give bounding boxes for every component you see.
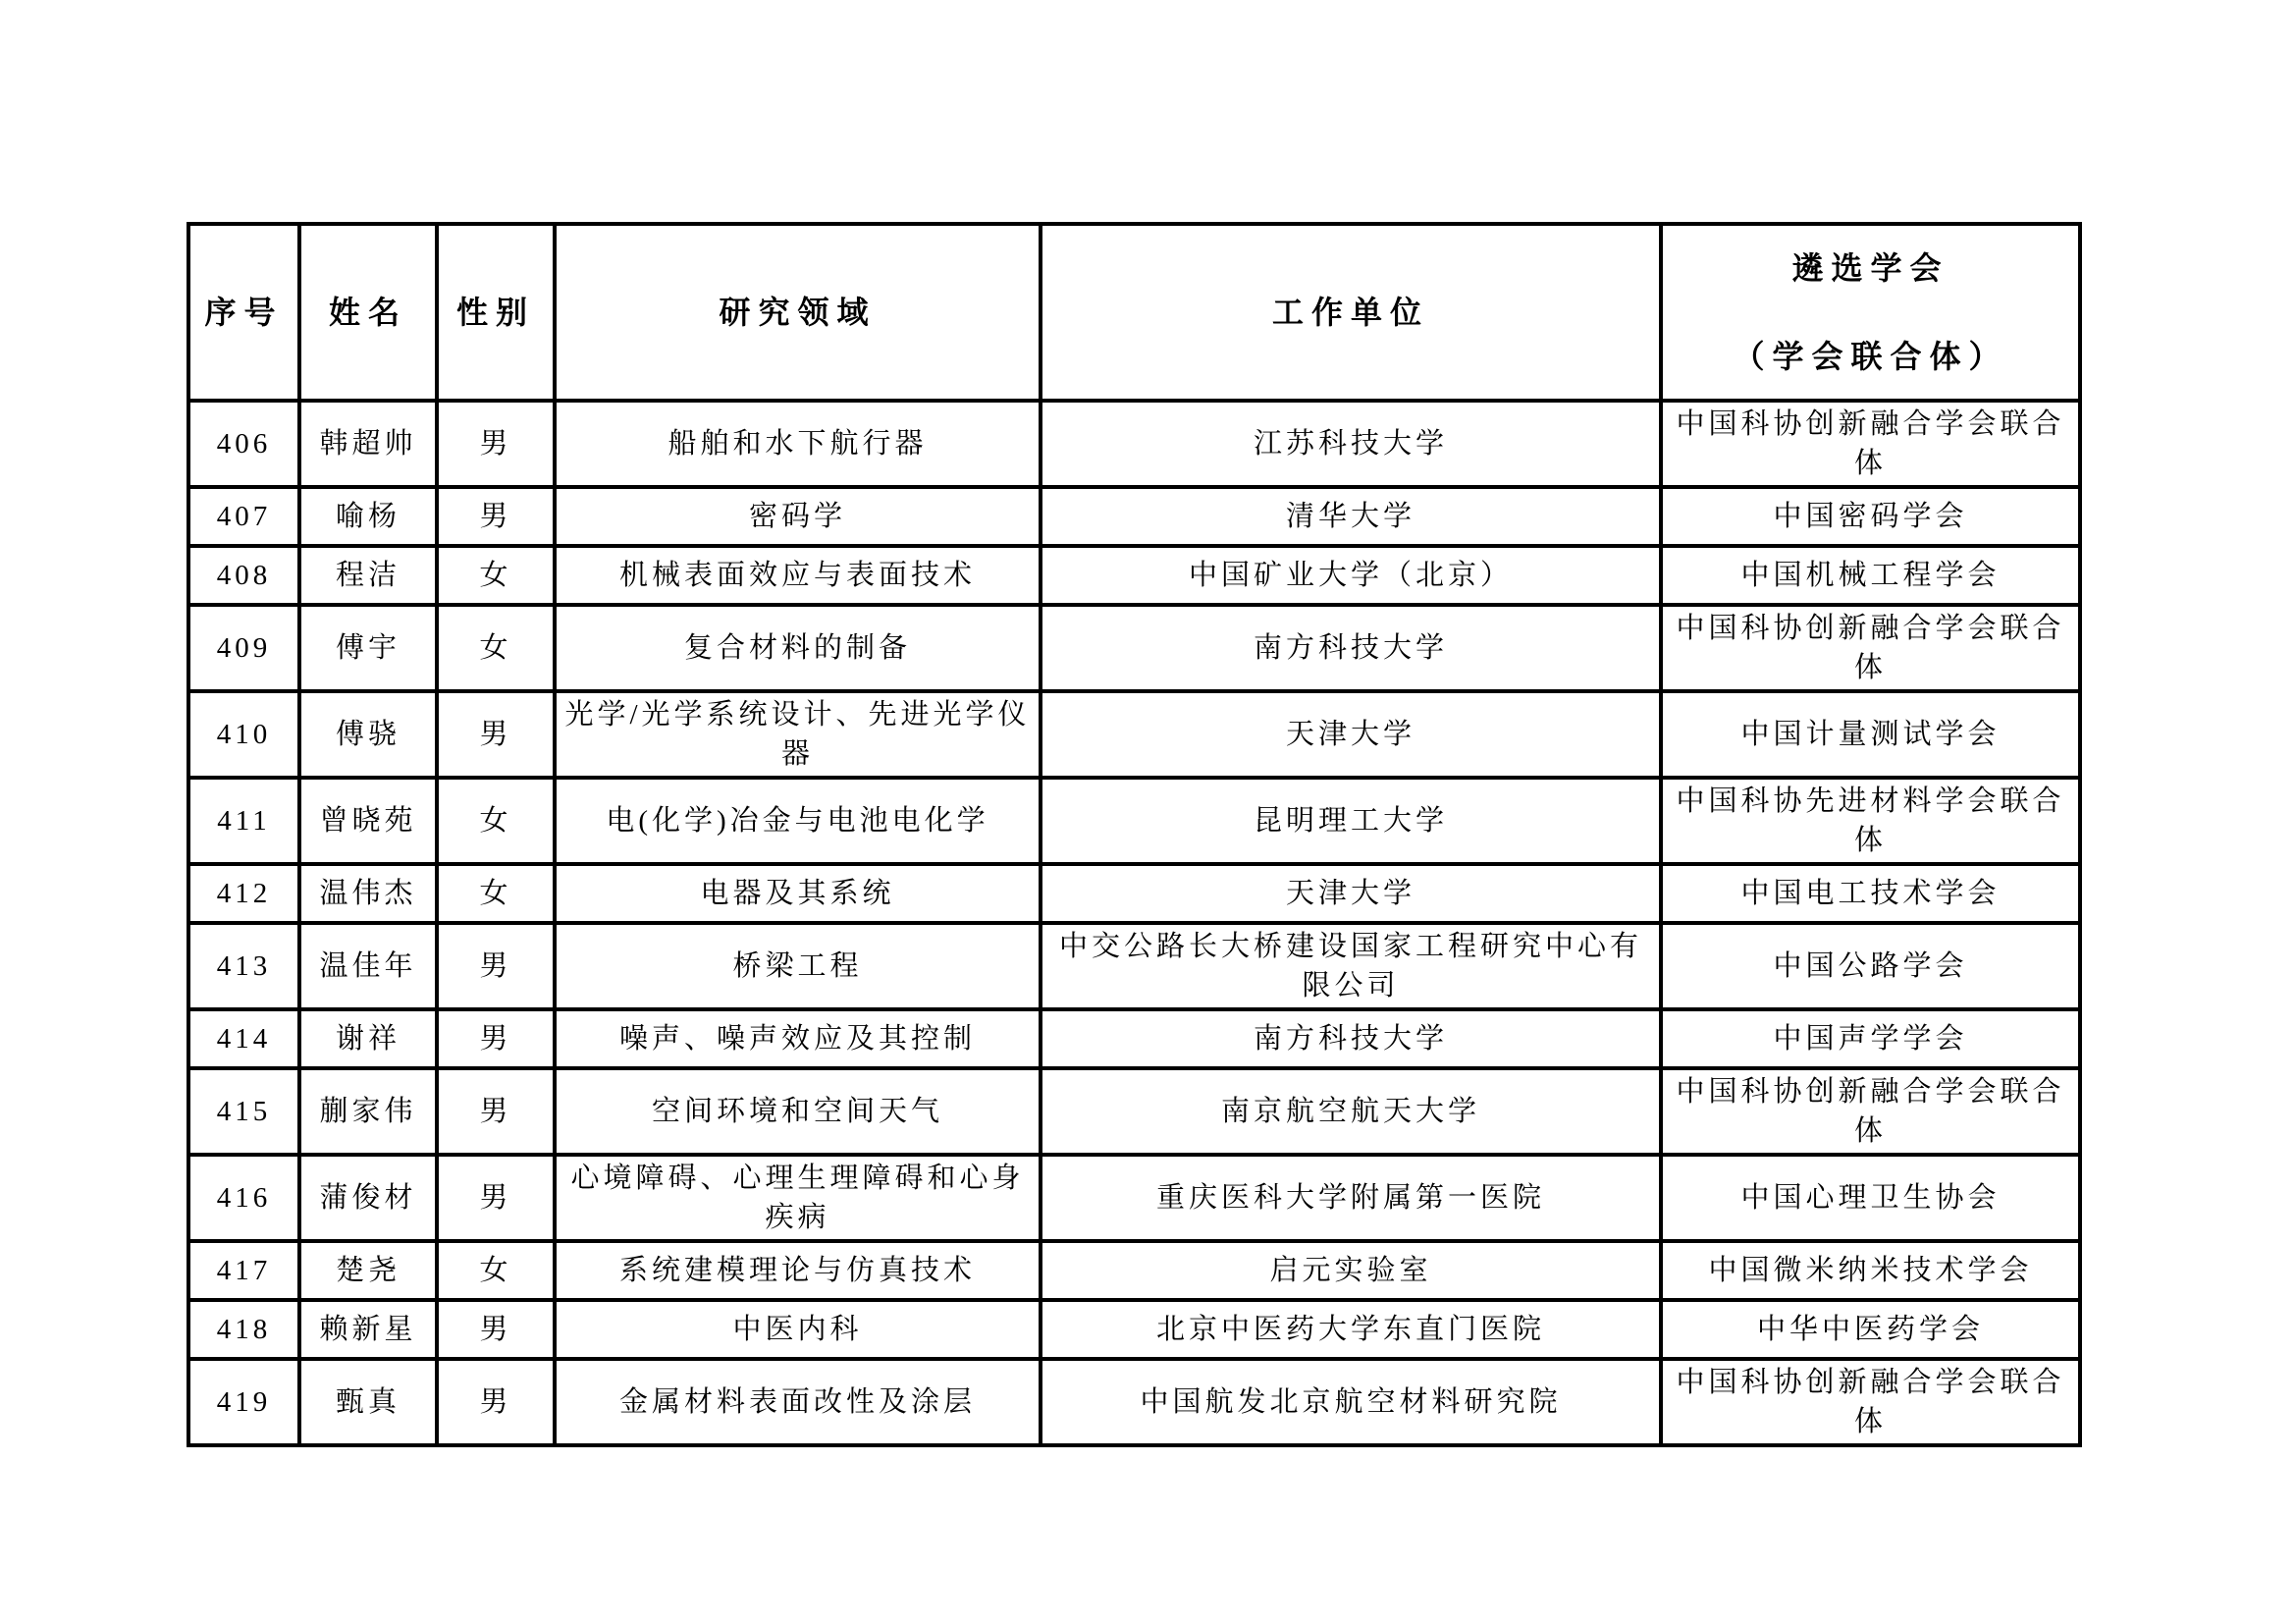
cell-no: 414 — [188, 1009, 299, 1068]
column-header-no: 序号 — [188, 224, 299, 401]
cell-no: 408 — [188, 546, 299, 605]
cell-gender: 男 — [437, 401, 555, 487]
cell-society: 中国科协先进材料学会联合体 — [1661, 778, 2080, 864]
cell-employer: 北京中医药大学东直门医院 — [1041, 1300, 1661, 1359]
candidates-table — [187, 222, 2082, 1447]
cell-name: 赖新星 — [299, 1300, 437, 1359]
cell-field: 金属材料表面改性及涂层 — [555, 1359, 1041, 1445]
cell-name: 蒲俊材 — [299, 1155, 437, 1241]
column-header-name: 姓名 — [299, 224, 437, 401]
cell-field: 心境障碍、心理生理障碍和心身疾病 — [555, 1155, 1041, 1241]
cell-gender: 男 — [437, 487, 555, 546]
table-row — [188, 1068, 2080, 1155]
table-row — [188, 546, 2080, 605]
cell-no: 406 — [188, 401, 299, 487]
cell-name: 傅骁 — [299, 691, 437, 778]
cell-employer: 启元实验室 — [1041, 1241, 1661, 1300]
cell-name: 喻杨 — [299, 487, 437, 546]
cell-name: 谢祥 — [299, 1009, 437, 1068]
cell-no: 407 — [188, 487, 299, 546]
table-row — [188, 1359, 2080, 1445]
cell-gender: 女 — [437, 778, 555, 864]
cell-gender: 男 — [437, 1068, 555, 1155]
cell-name: 温佳年 — [299, 923, 437, 1009]
cell-gender: 女 — [437, 546, 555, 605]
cell-name: 傅宇 — [299, 605, 437, 691]
cell-no: 411 — [188, 778, 299, 864]
cell-no: 418 — [188, 1300, 299, 1359]
cell-gender: 男 — [437, 1300, 555, 1359]
cell-society: 中国心理卫生协会 — [1661, 1155, 2080, 1241]
table-row — [188, 778, 2080, 864]
cell-employer: 天津大学 — [1041, 864, 1661, 923]
cell-no: 419 — [188, 1359, 299, 1445]
cell-name: 程洁 — [299, 546, 437, 605]
column-header-society-line2: （学会联合体） — [1733, 339, 2008, 374]
cell-gender: 男 — [437, 1155, 555, 1241]
roster-table-container — [187, 222, 2078, 1447]
cell-no: 416 — [188, 1155, 299, 1241]
cell-no: 417 — [188, 1241, 299, 1300]
cell-gender: 女 — [437, 1241, 555, 1300]
table-row — [188, 605, 2080, 691]
cell-society: 中国公路学会 — [1661, 923, 2080, 1009]
cell-society: 中国微米纳米技术学会 — [1661, 1241, 2080, 1300]
cell-employer: 清华大学 — [1041, 487, 1661, 546]
cell-gender: 男 — [437, 923, 555, 1009]
cell-employer: 中国航发北京航空材料研究院 — [1041, 1359, 1661, 1445]
column-header-field: 研究领域 — [555, 224, 1041, 401]
cell-no: 413 — [188, 923, 299, 1009]
column-header-employer: 工作单位 — [1041, 224, 1661, 401]
cell-society: 中国科协创新融合学会联合体 — [1661, 401, 2080, 487]
cell-employer: 南京航空航天大学 — [1041, 1068, 1661, 1155]
cell-society: 中国机械工程学会 — [1661, 546, 2080, 605]
cell-gender: 女 — [437, 864, 555, 923]
cell-name: 蒯家伟 — [299, 1068, 437, 1155]
table-row — [188, 401, 2080, 487]
table-row — [188, 923, 2080, 1009]
table-row — [188, 691, 2080, 778]
cell-field: 密码学 — [555, 487, 1041, 546]
cell-employer: 南方科技大学 — [1041, 1009, 1661, 1068]
table-body — [188, 401, 2080, 1445]
cell-no: 409 — [188, 605, 299, 691]
cell-field: 船舶和水下航行器 — [555, 401, 1041, 487]
cell-society: 中国电工技术学会 — [1661, 864, 2080, 923]
cell-society: 中国密码学会 — [1661, 487, 2080, 546]
cell-field: 机械表面效应与表面技术 — [555, 546, 1041, 605]
cell-field: 光学/光学系统设计、先进光学仪器 — [555, 691, 1041, 778]
cell-employer: 天津大学 — [1041, 691, 1661, 778]
table-row — [188, 1155, 2080, 1241]
cell-field: 空间环境和空间天气 — [555, 1068, 1041, 1155]
cell-name: 韩超帅 — [299, 401, 437, 487]
cell-no: 415 — [188, 1068, 299, 1155]
cell-society: 中国声学学会 — [1661, 1009, 2080, 1068]
table-row — [188, 1241, 2080, 1300]
column-header-society-line1: 遴选学会 — [1791, 250, 1949, 286]
cell-field: 电(化学)冶金与电池电化学 — [555, 778, 1041, 864]
cell-gender: 男 — [437, 691, 555, 778]
cell-society: 中国科协创新融合学会联合体 — [1661, 1068, 2080, 1155]
cell-field: 系统建模理论与仿真技术 — [555, 1241, 1041, 1300]
cell-name: 曾晓苑 — [299, 778, 437, 864]
cell-no: 412 — [188, 864, 299, 923]
table-header — [188, 224, 2080, 401]
cell-name: 甄真 — [299, 1359, 437, 1445]
header-row — [188, 224, 2080, 401]
table-row — [188, 1009, 2080, 1068]
column-header-gender: 性别 — [437, 224, 555, 401]
cell-gender: 男 — [437, 1359, 555, 1445]
cell-field: 桥梁工程 — [555, 923, 1041, 1009]
cell-gender: 女 — [437, 605, 555, 691]
cell-field: 复合材料的制备 — [555, 605, 1041, 691]
table-row — [188, 487, 2080, 546]
cell-field: 中医内科 — [555, 1300, 1041, 1359]
cell-employer: 江苏科技大学 — [1041, 401, 1661, 487]
cell-employer: 昆明理工大学 — [1041, 778, 1661, 864]
cell-gender: 男 — [437, 1009, 555, 1068]
table-row — [188, 1300, 2080, 1359]
cell-name: 温伟杰 — [299, 864, 437, 923]
column-header-society — [1661, 224, 2080, 401]
cell-employer: 中国矿业大学（北京） — [1041, 546, 1661, 605]
cell-employer: 中交公路长大桥建设国家工程研究中心有限公司 — [1041, 923, 1661, 1009]
cell-society: 中国科协创新融合学会联合体 — [1661, 605, 2080, 691]
cell-no: 410 — [188, 691, 299, 778]
cell-name: 楚尧 — [299, 1241, 437, 1300]
cell-society: 中国计量测试学会 — [1661, 691, 2080, 778]
cell-employer: 南方科技大学 — [1041, 605, 1661, 691]
cell-field: 电器及其系统 — [555, 864, 1041, 923]
table-row — [188, 864, 2080, 923]
cell-field: 噪声、噪声效应及其控制 — [555, 1009, 1041, 1068]
cell-employer: 重庆医科大学附属第一医院 — [1041, 1155, 1661, 1241]
cell-society: 中华中医药学会 — [1661, 1300, 2080, 1359]
cell-society: 中国科协创新融合学会联合体 — [1661, 1359, 2080, 1445]
